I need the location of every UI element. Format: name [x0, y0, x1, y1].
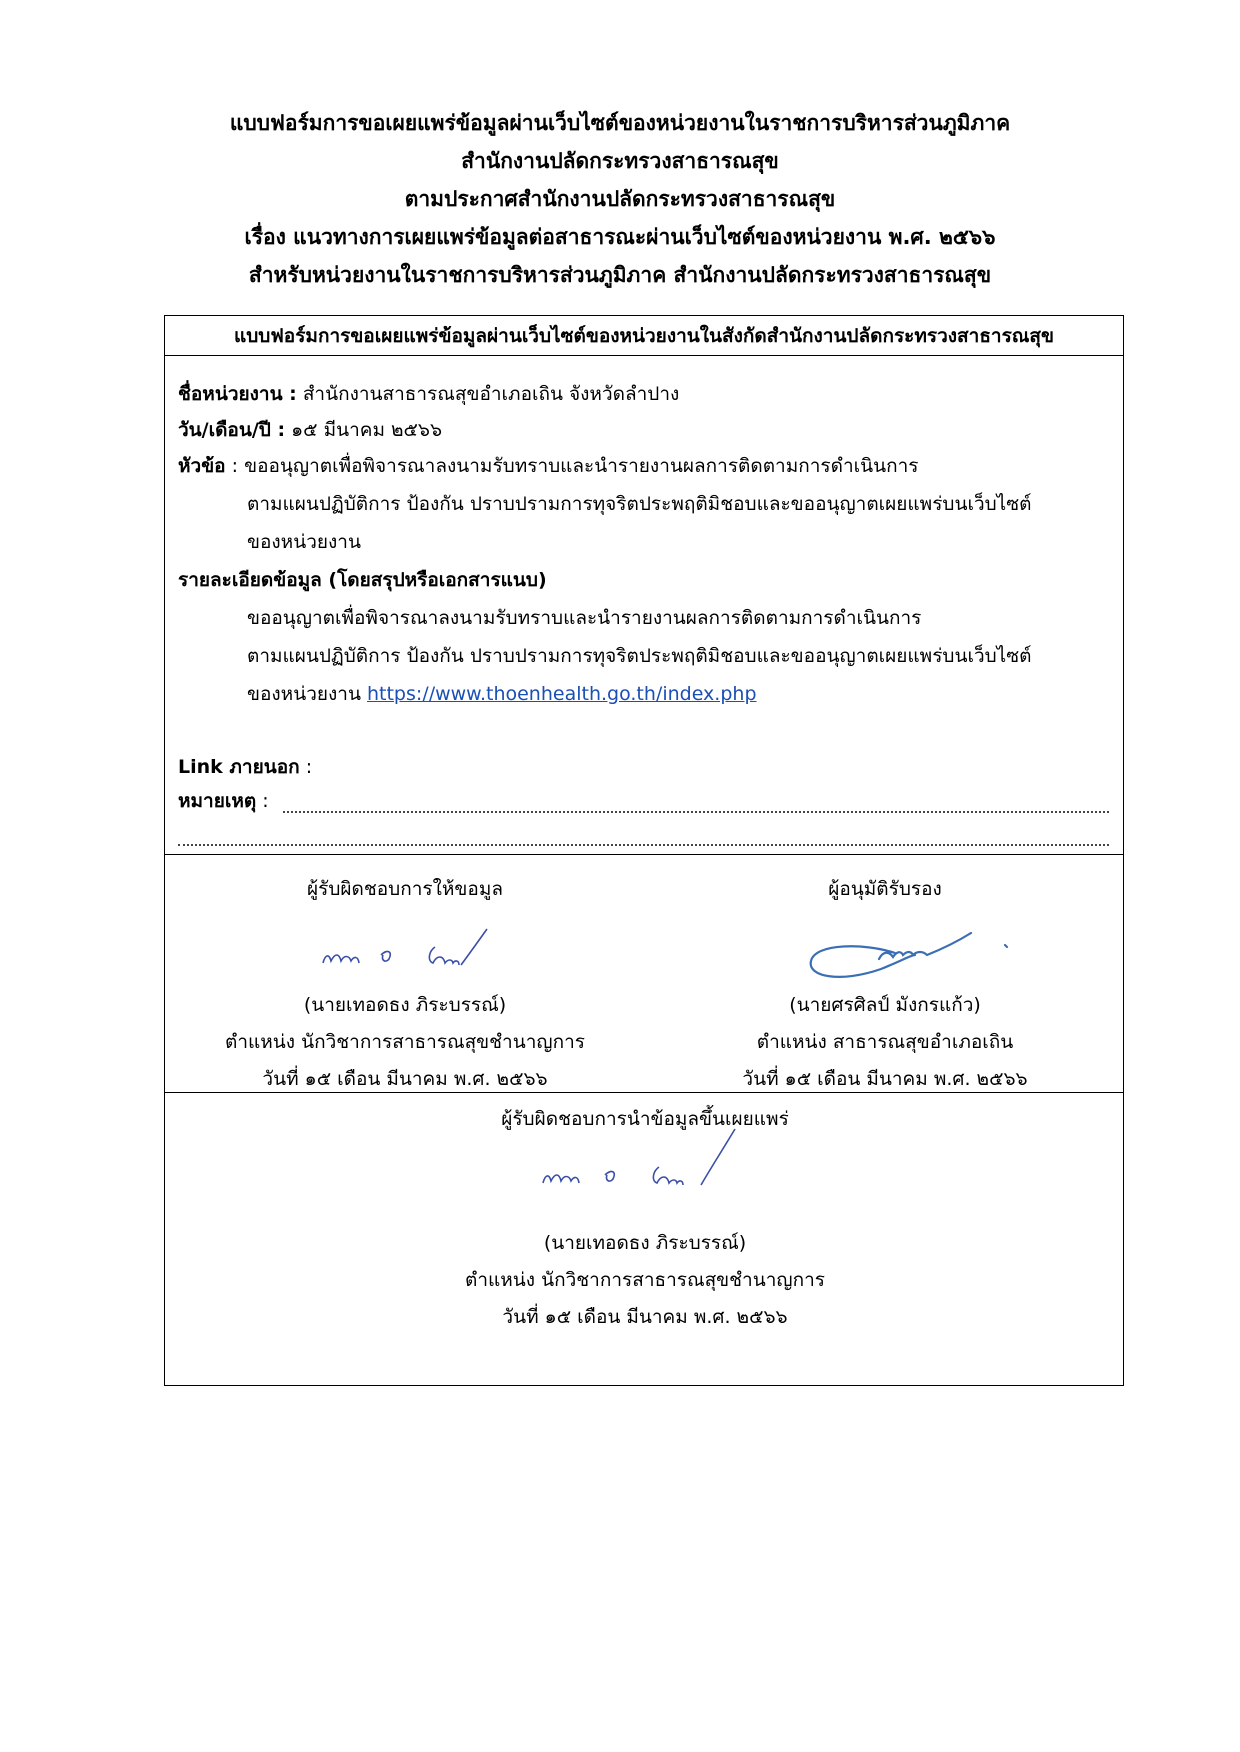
approver-signature-image [805, 923, 1025, 993]
detail-label: รายละเอียดข้อมูล (โดยสรุปหรือเอกสารแนบ) [178, 569, 547, 591]
detail-line-3-prefix: ของหน่วยงาน [247, 683, 361, 705]
header-line-1: แบบฟอร์มการขอเผยแพร่ข้อมูลผ่านเว็บไซต์ของหน่วยงานในราชการบริหารส่วนภูมิภาค [229, 111, 1011, 135]
header-line-3: ตามประกาศสำนักงานปลัดกระทรวงสาธารณสุข [404, 187, 836, 211]
publisher-heading: ผู้รับผิดชอบการนำข้อมูลขึ้นเผยแพร่ [501, 1108, 789, 1130]
approver-heading: ผู้อนุมัติรับรอง [828, 878, 942, 900]
publisher-details [165, 1225, 1125, 1336]
provider-details [165, 987, 645, 1098]
approver-position: ตำแหน่ง สาธารณสุขอำเภอเถิน [756, 1031, 1014, 1053]
subject-label: หัวข้อ [178, 455, 226, 477]
form-table [164, 315, 1124, 1386]
provider-name: (นายเทอดธง ภิระบรรณ์) [303, 994, 507, 1016]
date-value: ๑๕ มีนาคม ๒๕๖๖ [291, 419, 443, 441]
subject-line-1: ขออนุญาตเพื่อพิจารณาลงนามรับทราบและนำรายงานผลการติดตามการดำเนินการ [244, 455, 919, 477]
detail-line-2: ตามแผนปฏิบัติการ ป้องกัน ปราบปรามการทุจริตประพฤติมิชอบและขออนุญาตเผยแพร่บนเว็บไซต์ [247, 645, 1032, 667]
provider-date: วันที่ ๑๕ เดือน มีนาคม พ.ศ. ๒๕๖๖ [262, 1068, 548, 1090]
header-line-4: เรื่อง แนวทางการเผยแพร่ข้อมูลต่อสาธารณะผ่านเว็บไซต์ของหน่วยงาน พ.ศ. ๒๕๖๖ [244, 225, 996, 249]
publisher-signature-section [165, 1093, 1123, 1385]
detail-line-3 [247, 676, 757, 712]
external-link-separator: : [305, 756, 313, 778]
note-separator: : [262, 790, 269, 812]
provider-position: ตำแหน่ง นักวิชาการสาธารณสุขชำนาญการ [225, 1031, 585, 1053]
publisher-signature-image [535, 1123, 755, 1203]
note-label: หมายเหตุ [178, 790, 257, 812]
subject-line-3: ของหน่วยงาน [247, 531, 361, 553]
agency-label: ชื่อหน่วยงาน : [178, 383, 297, 405]
publisher-name: (นายเทอดธง ภิระบรรณ์) [543, 1232, 747, 1254]
provider-heading: ผู้รับผิดชอบการให้ขอมูล [307, 878, 503, 900]
approver-name: (นายศรศิลป์ มังกรแก้ว) [789, 994, 981, 1016]
document-header [0, 104, 1240, 294]
note-dotted-line-2 [178, 844, 1109, 846]
website-link[interactable]: https://www.thoenhealth.go.th/index.php [366, 683, 757, 705]
agency-row [178, 376, 679, 412]
note-dotted-line-1 [283, 811, 1109, 813]
form-title: แบบฟอร์มการขอเผยแพร่ข้อมูลผ่านเว็บไซต์ของหน่วยงานในสังกัดสำนักงานปลัดกระทรวงสาธารณสุข [165, 316, 1123, 356]
subject-separator: : [231, 455, 239, 477]
agency-value: สำนักงานสาธารณสุขอำเภอเถิน จังหวัดลำปาง [302, 383, 680, 405]
note-row [178, 783, 269, 819]
publisher-date: วันที่ ๑๕ เดือน มีนาคม พ.ศ. ๒๕๖๖ [502, 1306, 788, 1328]
form-details-section [165, 356, 1123, 855]
date-row [178, 412, 442, 448]
header-line-5: สำหรับหน่วยงานในราชการบริหารส่วนภูมิภาค สำนักงานปลัดกระทรวงสาธารณสุข [248, 263, 992, 287]
detail-line-1: ขออนุญาตเพื่อพิจารณาลงนามรับทราบและนำรายงานผลการติดตามการดำเนินการ [247, 607, 922, 629]
provider-signature-image [315, 925, 505, 985]
header-line-2: สำนักงานปลัดกระทรวงสาธารณสุข [461, 149, 779, 173]
subject-row [178, 448, 918, 484]
provider-signature-block [165, 871, 645, 908]
approver-date: วันที่ ๑๕ เดือน มีนาคม พ.ศ. ๒๕๖๖ [742, 1068, 1028, 1090]
date-label: วัน/เดือน/ปี : [178, 419, 286, 441]
external-link-label: Link ภายนอก [178, 756, 300, 778]
subject-line-2: ตามแผนปฏิบัติการ ป้องกัน ปราบปรามการทุจริตประพฤติมิชอบและขออนุญาตเผยแพร่บนเว็บไซต์ [247, 493, 1032, 515]
signature-section [165, 855, 1123, 1093]
external-link-row [178, 749, 312, 785]
approver-details [645, 987, 1125, 1098]
approver-signature-block [645, 871, 1125, 908]
publisher-position: ตำแหน่ง นักวิชาการสาธารณสุขชำนาญการ [465, 1269, 825, 1291]
